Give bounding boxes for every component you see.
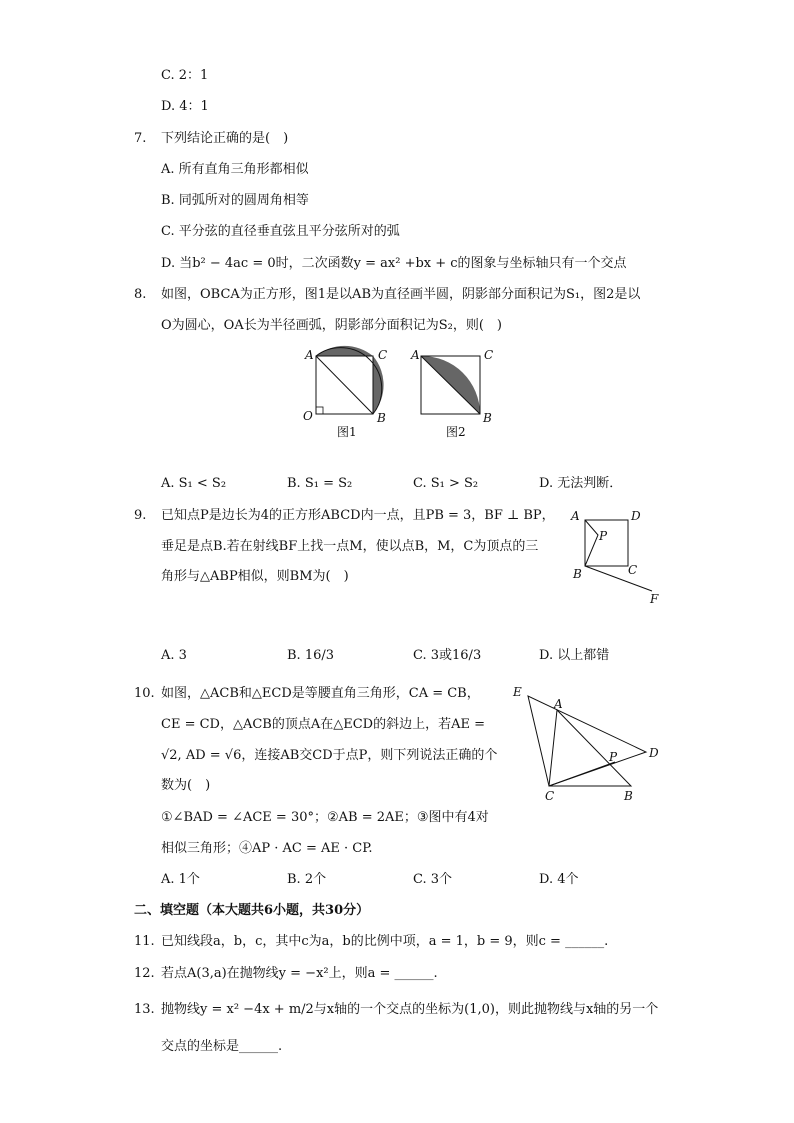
q9-label-a: A (571, 509, 580, 523)
q7-number: 7. (134, 131, 147, 146)
q9-stem-line2: 垂足是点B.若在射线BF上找一点M，使以点B，M，C为顶点的三 (161, 539, 539, 554)
q10-label-d: D (649, 746, 659, 760)
q9-label-c: C (628, 563, 638, 577)
q10-figure (512, 685, 659, 803)
q10-option-b: B. 2个 (287, 872, 327, 887)
fig1-label-a: A (305, 348, 314, 362)
q10-triangle-acb (549, 710, 631, 786)
q10-stem-line2: CE = CD，△ACB的顶点A在△ECD的斜边上，若AE = (161, 717, 485, 732)
q10-label-e: E (513, 685, 522, 699)
q10-stem-line6: 相似三角形；④AP · AC = AE · CP. (161, 841, 373, 856)
q9-label-b: B (573, 567, 582, 581)
fig1-diagonal-ab (316, 356, 373, 414)
q10-stem-line4: 数为( ) (161, 778, 211, 793)
q10-label-b: B (624, 789, 633, 803)
q12-number: 12. (134, 966, 155, 981)
q6-option-d: D. 4：1 (161, 99, 209, 114)
q11-number: 11. (134, 934, 155, 949)
fig1-caption: 图1 (337, 425, 357, 439)
q7-stem: 下列结论正确的是( ) (161, 131, 289, 146)
q9-stem-line3: 角形与△ABP相似，则BM为( ) (161, 569, 349, 584)
q8-option-a: A. S₁ < S₂ (161, 476, 227, 491)
fig1-label-c: C (378, 348, 388, 362)
fig1-right-angle (316, 407, 323, 414)
q7-option-c: C. 平分弦的直径垂直弦且平分弦所对的弧 (161, 224, 400, 239)
fig1-label-o: O (303, 409, 313, 423)
q9-number: 9. (134, 508, 147, 523)
q8-figure-2 (410, 348, 493, 439)
q9-apb (585, 520, 598, 566)
q10-option-d: D. 4个 (539, 872, 579, 887)
q13-stem-line2: 交点的坐标是______. (161, 1039, 283, 1054)
q8-option-c: C. S₁ > S₂ (413, 476, 479, 491)
q8-figure-1 (303, 346, 387, 439)
q7-option-b: B. 同弧所对的圆周角相等 (161, 193, 309, 208)
q10-number: 10. (134, 686, 155, 701)
q9-figure (570, 509, 659, 606)
fig2-caption: 图2 (446, 425, 466, 439)
q10-option-c: C. 3个 (413, 872, 453, 887)
q13-stem-line1: 抛物线y = x² −4x + m/2与x轴的一个交点的坐标为(1,0)，则此抛物线与x轴的另一个 (161, 1002, 659, 1017)
fig1-label-b: B (377, 411, 386, 425)
q9-label-p: P (599, 529, 608, 543)
q9-label-d: D (631, 509, 641, 523)
q7-option-a: A. 所有直角三角形都相似 (161, 162, 309, 177)
q9-option-c: C. 3或16/3 (413, 648, 482, 663)
q8-stem-line1: 如图，OBCA为正方形，图1是以AB为直径画半圆，阴影部分面积记为S₁，图2是以 (161, 287, 641, 302)
q8-option-b: B. S₁ = S₂ (287, 476, 353, 491)
q8-option-d: D. 无法判断． (539, 476, 623, 491)
q9-label-f: F (650, 592, 659, 606)
q10-label-p: P (609, 750, 618, 764)
q8-stem-line2: O为圆心，OA长为半径画弧，阴影部分面积记为S₂，则( ) (161, 318, 502, 333)
q6-option-c: C. 2：1 (161, 68, 209, 83)
q10-option-a: A. 1个 (161, 872, 200, 887)
q10-stem-line3: √2, AD = √6，连接AB交CD于点P，则下列说法正确的个 (161, 748, 498, 763)
fig1-semicircle (316, 348, 382, 414)
q7-option-d: D. 当b² − 4ac = 0时，二次函数y = ax² +bx + c的图象与坐标轴只有一个交点 (161, 256, 627, 271)
q8-number: 8. (134, 287, 147, 302)
fig2-label-a: A (411, 348, 420, 362)
q10-line-cp (549, 762, 615, 786)
section2-title: 二、填空题（本大题共6小题，共30分） (134, 903, 370, 918)
q13-number: 13. (134, 1002, 155, 1017)
q10-stem-line1: 如图，△ACB和△ECD是等腰直角三角形，CA = CB， (161, 686, 480, 701)
fig2-label-b: B (483, 411, 492, 425)
q11-stem: 已知线段a，b，c，其中c为a，b的比例中项，a = 1，b = 9，则c = ______. (161, 934, 609, 949)
q12-stem: 若点A(3,a)在抛物线y = −x²上，则a = ______. (161, 966, 438, 981)
q10-label-a: A (554, 697, 563, 711)
q9-option-a: A. 3 (161, 648, 187, 663)
q9-option-b: B. 16/3 (287, 648, 335, 663)
q10-stem-line5: ①∠BAD = ∠ACE = 30°；②AB = 2AE；③图中有4对 (161, 810, 489, 825)
q10-label-c: C (545, 789, 555, 803)
q9-option-d: D. 以上都错 (539, 648, 610, 663)
q9-stem-line1: 已知点P是边长为4的正方形ABCD内一点，且PB = 3，BF ⊥ BP， (161, 508, 555, 523)
fig2-label-c: C (484, 348, 494, 362)
q9-ray-bf (585, 566, 652, 591)
